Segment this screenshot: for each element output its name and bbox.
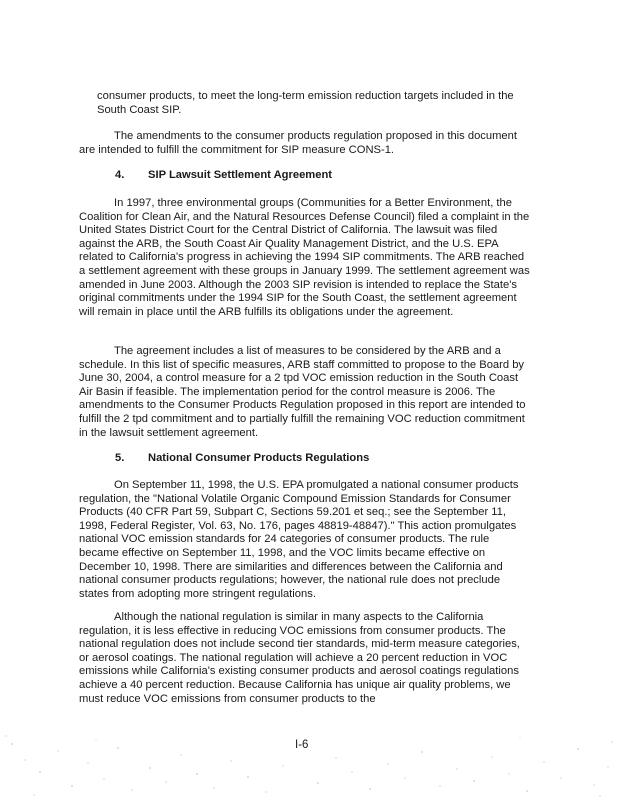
section-title: SIP Lawsuit Settlement Agreement [148, 169, 333, 181]
paragraph-settlement-agreement: The agreement includes a list of measures to be considered by the ARB and a schedule. In this list of specific measures, ARB staff committed to propose to the Board by June 30, 2004, a control measure for a 2 tpd VOC emission reduction in the South Coast Air Basin if feasible. The implementation period for the control measure is 2006. The amendments to the Consumer Products Regulation proposed in this report are intended to fulfill the 2 tpd commitment and to partially fulfill the remaining VOC reduction commitment in the lawsuit settlement agreement. [79, 345, 526, 439]
page-number: I-6 [295, 739, 309, 751]
section-title: National Consumer Products Regulations [148, 452, 370, 464]
section-number: 5. [115, 452, 125, 464]
paragraph-national-comparison: Although the national regulation is similar in many aspects to the California regulation, it is less effective in reducing VOC emissions from consumer products. The national regulation does not include second tier standards, mid-term measure categories, or aerosol coatings. The national regulation will achieve a 20 percent reduction in VOC emissions while California's existing consumer products and aerosol coatings regulations achieve a 40 percent reduction. Because California has unique air quality problems, we must reduce VOC emissions from consumer products to the [79, 611, 520, 705]
paragraph-lawsuit: In 1997, three environmental groups (Communities for a Better Environment, the Coalition for Clean Air, and the Natural Resources Defense Council) filed a complaint in the United States District Court for the Central District of California. The lawsuit was filed against the ARB, the South Coast Air Quality Management District, and the U.S. EPA related to California's progress in achieving the 1994 SIP commitments. The ARB reached a settlement agreement with these groups in January 1999. The settlement agreement was amended in June 2003. Although the 2003 SIP revision is intended to replace the State's original commitments under the 1994 SIP for the South Coast, the settlement agreement will remain in place until the ARB fulfills its obligations under the agreement. [79, 197, 530, 318]
paragraph-continuation: consumer products, to meet the long-term emission reduction targets included in the South Coast SIP. [97, 90, 514, 116]
paragraph-cons1-commitment: The amendments to the consumer products regulation proposed in this document are intended to fulfill the commitment for SIP measure CONS-1. [79, 130, 517, 156]
section-number: 4. [115, 169, 125, 181]
paragraph-national-regulation: On September 11, 1998, the U.S. EPA promulgated a national consumer products regulation, the "National Volatile Organic Compound Emission Standards for Consumer Products (40 CFR Part 59, Subpart C, Sections 59.201 et seq.; see the September 11, 1998, Federal Register, Vol. 63, No. 176, pages 48819-48847)." This action promulgates national VOC emission standards for 24 categories of consumer products. The rule became effective on September 11, 1998, and the VOC limits became effective on December 10, 1998. There are similarities and differences between the California and national consumer products regulations; however, the national rule does not preclude states from adopting more stringent regulations. [79, 479, 519, 600]
